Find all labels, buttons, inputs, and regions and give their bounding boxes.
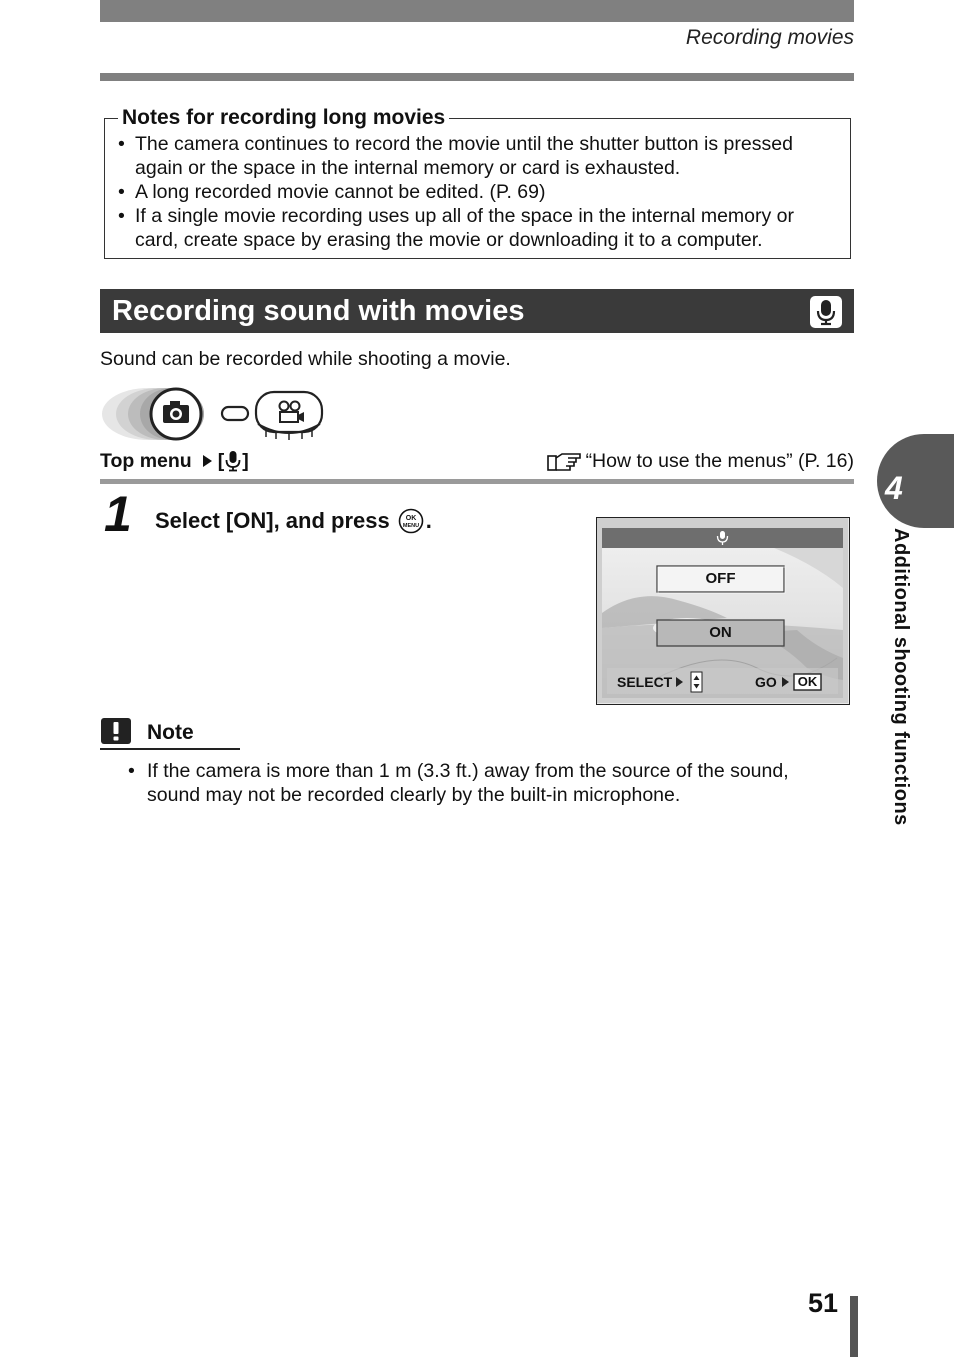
menu-reference — [546, 448, 854, 474]
camera-screen — [596, 517, 850, 705]
arrow-right-icon — [199, 453, 215, 469]
notes-list — [118, 132, 838, 252]
menu-path — [100, 448, 249, 474]
note-title: Note — [147, 721, 194, 744]
menu-reference-text: “How to use the menus” (P. 16) — [585, 450, 854, 472]
microphone-icon — [224, 450, 242, 472]
menu-rule — [100, 479, 854, 484]
page-number: 51 — [808, 1288, 839, 1318]
notes-item: • The camera continues to record the movie until the shutter button is pressed again or the space in the internal memory or card is exhausted. — [118, 132, 838, 180]
menu-path-bracket-open: [ — [217, 450, 225, 472]
option-on-label: ON — [709, 624, 732, 641]
header-bar — [100, 0, 854, 22]
page-number-bar — [850, 1296, 858, 1357]
svg-text:OK: OK — [405, 515, 416, 522]
svg-text:MENU: MENU — [402, 523, 419, 529]
notes-item: • A long recorded movie cannot be edited. (P. 69) — [118, 180, 838, 204]
chapter-label: Additional shooting functions — [890, 528, 912, 826]
step-number: 1 — [104, 486, 132, 542]
exclamation-icon — [101, 718, 131, 744]
step-text: Select [ON], and press — [155, 508, 390, 533]
camera-mode-icon — [151, 389, 201, 439]
running-title: Recording movies — [685, 26, 854, 49]
footer-select-label: SELECT — [617, 674, 673, 690]
note-rule — [100, 748, 240, 750]
step-instruction — [155, 507, 432, 535]
menu-path-label: Top menu — [100, 450, 192, 472]
mode-dial — [100, 386, 330, 442]
section-intro: Sound can be recorded while shooting a movie. — [100, 348, 511, 370]
movie-mode-icon — [256, 392, 322, 440]
note-item: • If the camera is more than 1 m (3.3 ft.) away from the source of the sound, sound may not be recorded clearly by the built-in microphone. — [128, 759, 838, 807]
section-title: Recording sound with movies — [112, 295, 525, 327]
notes-item: • If a single movie recording uses up all of the space in the internal memory or card, create space by erasing the movie or downloading it to a computer. — [118, 204, 838, 252]
reference-hand-icon — [546, 450, 584, 472]
note-list — [128, 759, 838, 807]
header-rule — [100, 73, 854, 81]
menu-path-bracket-close: ] — [242, 450, 249, 472]
footer-go-label: GO — [755, 674, 777, 690]
notes-title: Notes for recording long movies — [118, 105, 449, 131]
microphone-icon — [810, 296, 842, 328]
section-header — [100, 289, 854, 333]
step-text-end: . — [425, 508, 432, 533]
ok-menu-button-icon — [398, 508, 424, 534]
chapter-number: 4 — [885, 470, 903, 506]
footer-ok-label: OK — [797, 674, 818, 689]
option-off-label: OFF — [705, 570, 736, 587]
